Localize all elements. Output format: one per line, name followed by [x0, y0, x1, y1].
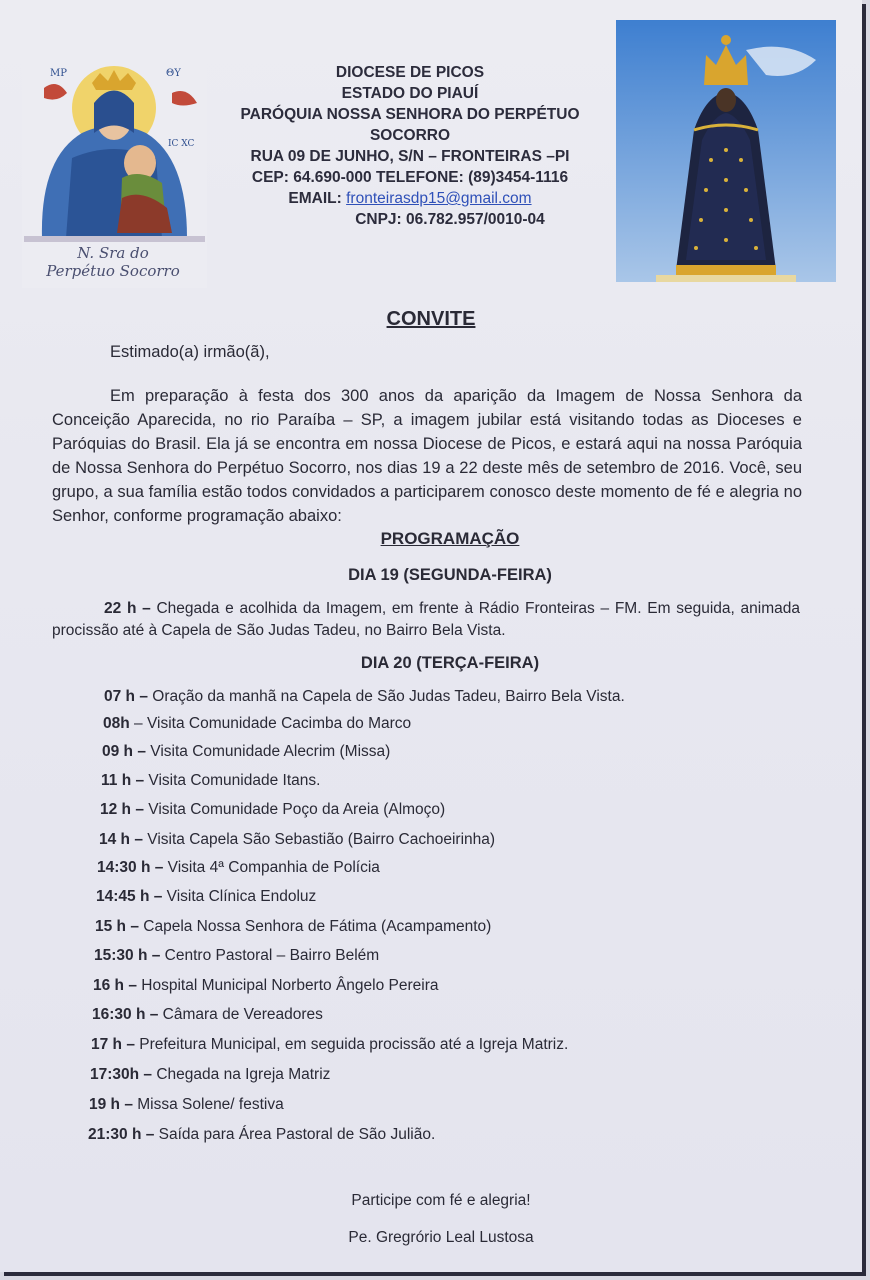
schedule-time: 12 h –: [100, 801, 144, 818]
schedule-time: 14 h –: [99, 831, 143, 848]
schedule-time: 17 h –: [91, 1036, 135, 1053]
schedule-item: [101, 772, 320, 790]
schedule-time: 08h: [103, 715, 130, 732]
svg-text:MP: MP: [50, 68, 67, 79]
email-label: EMAIL:: [288, 190, 347, 207]
schedule-text: Visita Clínica Endoluz: [162, 888, 317, 905]
programacao-title: PROGRAMAÇÃO: [380, 529, 520, 548]
left-image-caption: [28, 244, 198, 280]
letterhead: [210, 62, 610, 230]
schedule-text: Saída para Área Pastoral de São Julião.: [154, 1126, 436, 1143]
schedule-item: [100, 801, 445, 819]
cnpj: CNPJ: 06.782.957/0010-04: [355, 211, 545, 228]
schedule-item: [94, 947, 379, 965]
schedule-text: Visita Comunidade Poço da Areia (Almoço): [143, 801, 446, 818]
schedule-text: Centro Pastoral – Bairro Belém: [160, 947, 380, 964]
schedule-time: 14:45 h –: [96, 888, 163, 905]
diocese-name: DIOCESE DE PICOS: [335, 64, 485, 81]
schedule-time: 15:30 h –: [94, 947, 161, 964]
svg-text:IC XC: IC XC: [168, 139, 195, 149]
day19-paragraph: [52, 598, 800, 642]
schedule-item: [96, 888, 316, 906]
closing-line: Participe com fé e alegria!: [351, 1192, 531, 1209]
caption-line-1: N. Sra do: [77, 244, 149, 262]
schedule-item: [92, 1006, 323, 1024]
schedule-item: [97, 859, 380, 877]
schedule-time: 16:30 h –: [92, 1006, 159, 1023]
schedule-text: Prefeitura Municipal, em seguida procissão até a Igreja Matriz.: [134, 1036, 569, 1053]
schedule-item: [103, 715, 411, 733]
schedule-time: 15 h –: [95, 918, 139, 935]
signature: Pe. Gregrório Leal Lustosa: [348, 1229, 534, 1246]
address: RUA 09 DE JUNHO, S/N – FRONTEIRAS –PI: [250, 148, 570, 165]
schedule-text: Capela Nossa Senhora de Fátima (Acampamento): [138, 918, 492, 935]
schedule-text: Visita Capela São Sebastião (Bairro Cachoeirinha): [142, 831, 496, 848]
schedule-text: Oração da manhã na Capela de São Judas Tadeu, Bairro Bela Vista.: [147, 688, 625, 705]
parish-name-cont: SOCORRO: [369, 127, 451, 144]
schedule-text: – Visita Comunidade Cacimba do Marco: [129, 715, 412, 732]
schedule-text: Missa Solene/ festiva: [132, 1096, 284, 1113]
schedule-item: [93, 977, 439, 995]
schedule-item: [95, 918, 491, 936]
intro-paragraph: Em preparação à festa dos 300 anos da aparição da Imagem de Nossa Senhora da Conceição Aparecida, no rio Paraíba – SP, a imagem jubilar está visitando todas as Dioceses e Paróquias do Brasil. Ela já se encontra em nossa Diocese de Picos, e estará aqui na nossa Paróquia de Nossa Senhora do Perpétuo Socorro, nos dias 19 a 22 deste mês de setembro de 2016. Você, seu grupo, a sua família estão todos convidados a participarem conosco deste momento de fé e alegria no Senhor, conforme programação abaixo:: [52, 387, 802, 525]
schedule-item: [104, 688, 625, 706]
schedule-item: [102, 743, 390, 761]
schedule-time: 21:30 h –: [88, 1126, 155, 1143]
schedule-text: Visita Comunidade Alecrim (Missa): [145, 743, 391, 760]
greeting: Estimado(a) irmão(ã),: [110, 343, 270, 361]
aparecida-statue-image: [616, 20, 836, 282]
day19-title: DIA 19 (SEGUNDA-FEIRA): [348, 566, 552, 584]
email-row: [210, 188, 610, 209]
svg-text:ΘΥ: ΘΥ: [166, 68, 181, 79]
cep-phone: CEP: 64.690-000 TELEFONE: (89)3454-1116: [251, 169, 569, 186]
schedule-item: [88, 1126, 435, 1144]
invite-title: CONVITE: [386, 308, 476, 330]
schedule-time: 16 h –: [93, 977, 137, 994]
schedule-time: 11 h –: [101, 772, 145, 789]
parish-name: PARÓQUIA NOSSA SENHORA DO PERPÉTUO: [240, 106, 580, 123]
email-link[interactable]: fronteirasdp15@gmail.com: [346, 190, 532, 207]
day19-text: Chegada e acolhida da Imagem, em frente à Rádio Fronteiras – FM. Em seguida, animada procissão até à Capela de São Judas Tadeu, no Bairro Bela Vista.: [52, 600, 800, 639]
schedule-item: [99, 831, 495, 849]
schedule-item: [91, 1036, 568, 1054]
schedule-text: Visita Comunidade Itans.: [144, 772, 321, 789]
schedule-item: [89, 1096, 284, 1114]
schedule-time: 19 h –: [89, 1096, 133, 1113]
day19-time: 22 h –: [104, 600, 151, 617]
state-name: ESTADO DO PIAUÍ: [341, 85, 479, 102]
caption-line-2: Perpétuo Socorro: [46, 262, 180, 280]
schedule-text: Chegada na Igreja Matriz: [152, 1066, 331, 1083]
schedule-text: Visita 4ª Companhia de Polícia: [163, 859, 380, 876]
day20-title: DIA 20 (TERÇA-FEIRA): [360, 654, 540, 672]
schedule-time: 07 h –: [104, 688, 148, 705]
schedule-time: 09 h –: [102, 743, 146, 760]
schedule-time: 14:30 h –: [97, 859, 164, 876]
schedule-text: Hospital Municipal Norberto Ângelo Pereira: [136, 977, 439, 994]
schedule-item: [90, 1066, 330, 1084]
schedule-text: Câmara de Vereadores: [158, 1006, 323, 1023]
schedule-time: 17:30h –: [90, 1066, 153, 1083]
